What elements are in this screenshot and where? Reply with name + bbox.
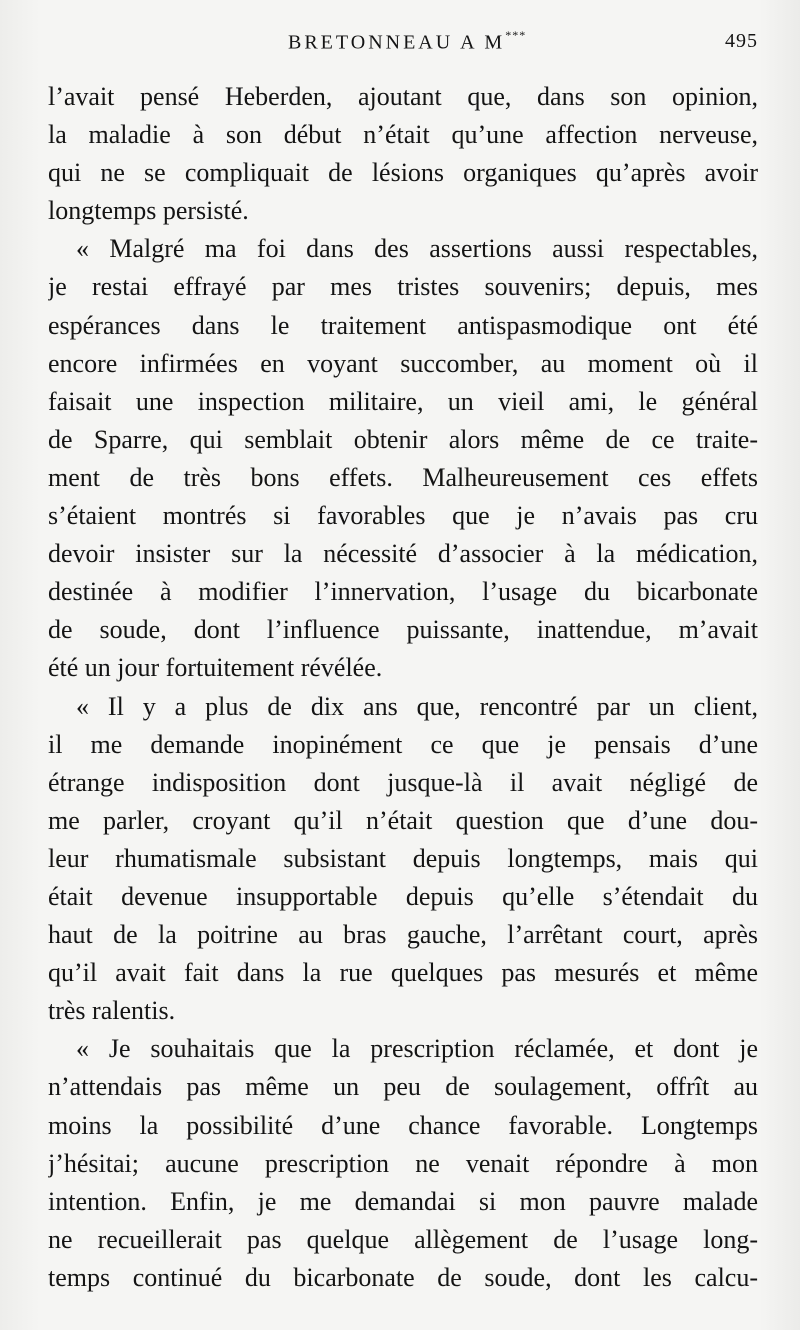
text-line: la maladie à son début n’était qu’une affection nerveuse, — [48, 120, 758, 150]
text-line: ment de très bons effets. Malheureusement ces effets — [48, 462, 758, 492]
running-head — [288, 30, 526, 55]
text-line: moins la possibilité d’une chance favorable. Longtemps — [48, 1110, 758, 1140]
text-line: je restai effrayé par mes tristes souvenirs; depuis, mes — [48, 272, 758, 302]
running-head-text: BRETONNEAU A M — [288, 31, 506, 54]
text-line: encore infirmées en voyant succomber, au moment où il — [48, 348, 758, 378]
text-line: très ralentis. — [48, 996, 176, 1026]
text-line: destinée à modifier l’innervation, l’usage du bicarbonate — [48, 577, 758, 607]
text-line: l’avait pensé Heberden, ajoutant que, dans son opinion, — [48, 82, 758, 111]
text-line: intention. Enfin, je me demandai si mon pauvre malade — [48, 1186, 758, 1216]
text-line: espérances dans le traitement antispasmodique ont été — [48, 310, 758, 340]
text-line: de Sparre, qui semblait obtenir alors même de ce traite- — [48, 424, 758, 454]
text-line: il me demande inopinément ce que je pensais d’une — [48, 729, 758, 759]
text-line: qu’il avait fait dans la rue quelques pas mesurés et même — [48, 958, 758, 988]
page-header — [48, 30, 758, 60]
text-line: « Il y a plus de dix ans que, rencontré par un client, — [76, 691, 758, 721]
running-head-superscript: *** — [505, 28, 527, 42]
page-number: 495 — [725, 30, 758, 52]
text-line: haut de la poitrine au bras gauche, l’arrêtant court, après — [48, 920, 758, 950]
text-line: « Je souhaitais que la prescription réclamée, et dont je — [76, 1034, 758, 1064]
text-line: longtemps persisté. — [48, 196, 249, 226]
text-line: étrange indisposition dont jusque-là il avait négligé de — [48, 767, 758, 797]
text-line: qui ne se compliquait de lésions organiques qu’après avoir — [48, 158, 758, 188]
text-line: « Malgré ma foi dans des assertions aussi respectables, — [76, 234, 758, 264]
text-line: ne recueillerait pas quelque allègement de l’usage long- — [48, 1224, 758, 1254]
text-line: été un jour fortuitement révélée. — [48, 653, 383, 683]
body-text — [48, 78, 758, 1297]
text-line: j’hésitai; aucune prescription ne venait répondre à mon — [48, 1148, 758, 1178]
text-line: s’étaient montrés si favorables que je n’avais pas cru — [48, 501, 758, 531]
text-line: devoir insister sur la nécessité d’associer à la médication, — [48, 539, 758, 569]
text-line: leur rhumatismale subsistant depuis longtemps, mais qui — [48, 843, 758, 873]
text-line: était devenue insupportable depuis qu’elle s’étendait du — [48, 881, 758, 911]
text-line: temps continué du bicarbonate de soude, dont les calcu- — [48, 1262, 758, 1292]
text-line: faisait une inspection militaire, un vieil ami, le général — [48, 386, 758, 416]
text-line: n’attendais pas même un peu de soulagement, offrît au — [48, 1072, 758, 1102]
text-line: de soude, dont l’influence puissante, inattendue, m’avait — [48, 615, 758, 645]
text-line: me parler, croyant qu’il n’était question que d’une dou- — [48, 805, 758, 835]
